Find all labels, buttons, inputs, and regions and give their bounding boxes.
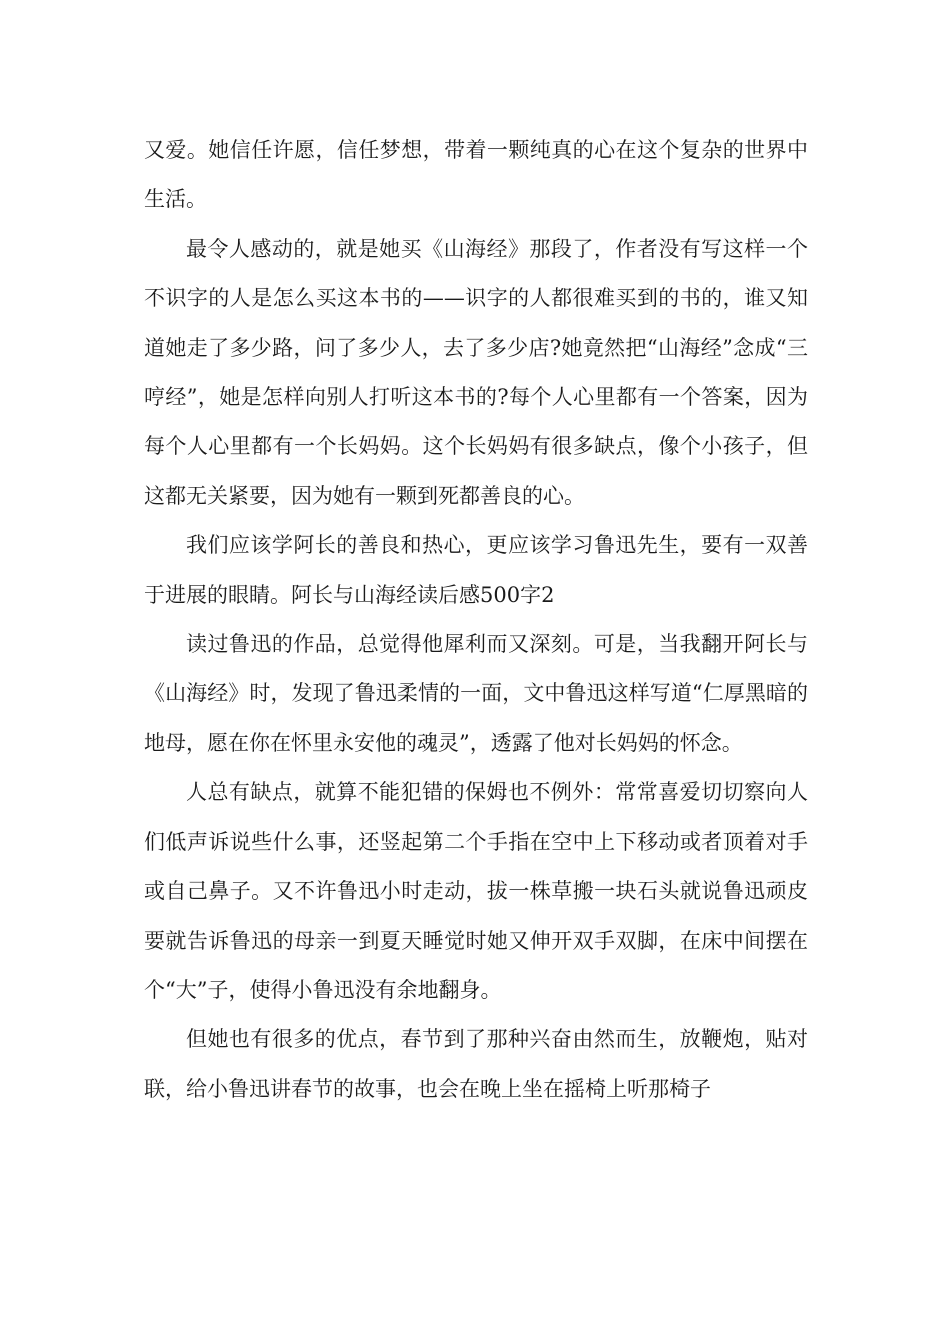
paragraph-2: 最令人感动的，就是她买《山海经》那段了，作者没有写这样一个不识字的人是怎么买这本书的——识字的人都很难买到的书的，谁又知道她走了多少路，问了多少人，去了多少店?她竟然把“山海经”念成“三哼经”，她是怎样向别人打听这本书的?每个人心里都有一个答案，因为每个人心里都有一个长妈妈。这个长妈妈有很多缺点，像个小孩子，但这都无关紧要，因为她有一颗到死都善良的心。 <box>144 236 808 508</box>
paragraph-6: 但她也有很多的优点，春节到了那种兴奋由然而生，放鞭炮，贴对联，给小鲁迅讲春节的故事，也会在晚上坐在摇椅上听那椅子 <box>144 1027 808 1101</box>
paragraph-3: 我们应该学阿长的善良和热心，更应该学习鲁迅先生，要有一双善于进展的眼睛。阿长与山海经读后感500字2 <box>144 533 808 607</box>
paragraph-4: 读过鲁迅的作品，总觉得他犀利而又深刻。可是，当我翻开阿长与《山海经》时，发现了鲁迅柔情的一面，文中鲁迅这样写道“仁厚黑暗的地母，愿在你在怀里永安他的魂灵”，透露了他对长妈妈的怀念。 <box>144 632 808 755</box>
paragraph-5: 人总有缺点，就算不能犯错的保姆也不例外：常常喜爱切切察向人们低声诉说些什么事，还竖起第二个手指在空中上下移动或者顶着对手或自己鼻子。又不许鲁迅小时走动，拔一株草搬一块石头就说鲁迅顽皮要就告诉鲁迅的母亲一到夏天睡觉时她又伸开双手双脚，在床中间摆在个“大”子，使得小鲁迅没有余地翻身。 <box>144 780 808 1002</box>
paragraph-1: 又爱。她信任许愿，信任梦想，带着一颗纯真的心在这个复杂的世界中生活。 <box>144 138 808 212</box>
document-page <box>144 126 808 1114</box>
